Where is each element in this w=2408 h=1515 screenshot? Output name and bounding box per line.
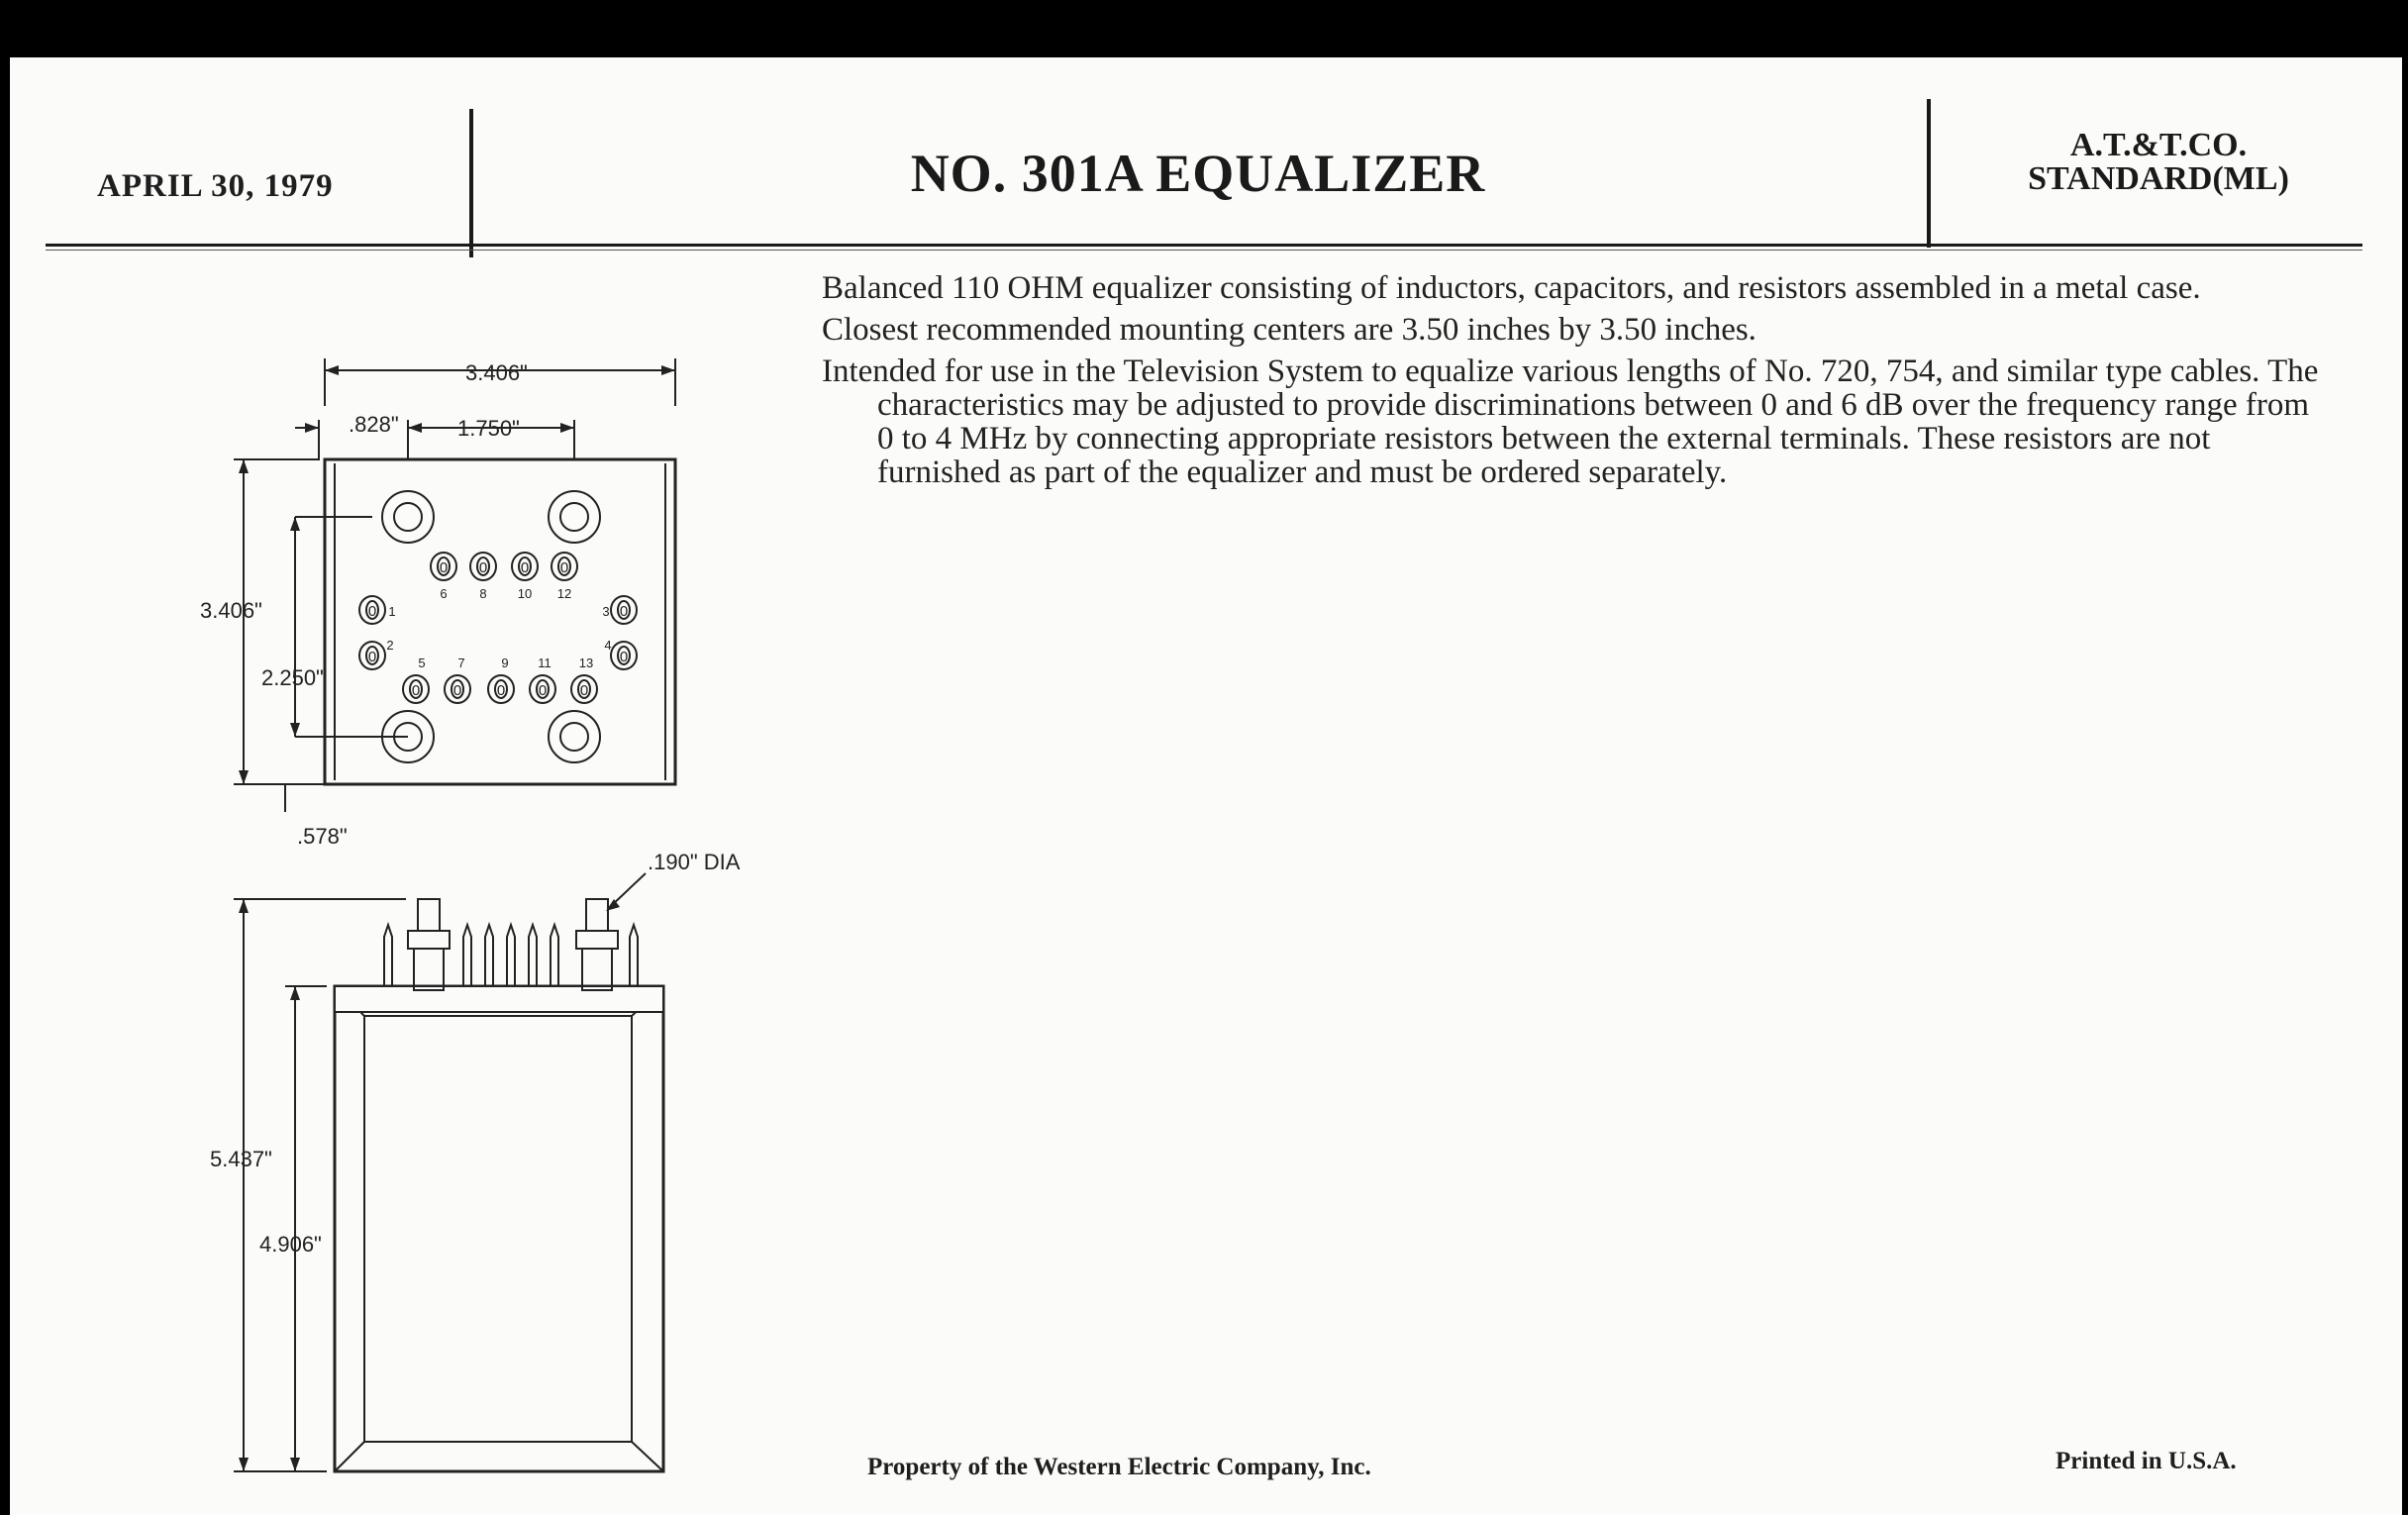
terminal-glyph: 0 (367, 649, 377, 665)
footer-property: Property of the Western Electric Company, Inc. (867, 1454, 1371, 1480)
header-rule (46, 244, 2362, 247)
dim-inner: 2.250" (261, 665, 324, 690)
terminal-glyph: 0 (439, 559, 449, 576)
header-date: APRIL 30, 1979 (97, 168, 334, 204)
dim-width: 3.406" (465, 360, 528, 385)
footer-printed: Printed in U.S.A. (2056, 1448, 2237, 1474)
terminal-label-2: 2 (386, 638, 394, 653)
terminal-glyph: 0 (452, 682, 462, 699)
terminal-glyph: 0 (478, 559, 488, 576)
dim-spacing: 1.750" (457, 416, 520, 441)
description-paragraph-1: Balanced 110 OHM equalizer consisting of inductors, capacitors, and resistors assembled in a metal case. (822, 270, 2201, 306)
dim-left-offset: .828" (349, 412, 399, 437)
terminal-label-13: 13 (578, 656, 594, 670)
terminal-label-6: 6 (440, 586, 448, 601)
dim-bottom-offset: .578" (297, 824, 348, 849)
description-paragraph-3: Intended for use in the Television System to equalize various lengths of No. 720, 754, and similar type cables. The characteristics may be adjusted to provide discriminations between 0 and 6 dB over the frequency range from 0 to 4 MHz by connecting appropriate resistors between the external terminals. These resistors are not furnished as part of the equalizer and must be ordered separately. (822, 354, 2319, 490)
terminal-label-9: 9 (501, 656, 509, 670)
terminal-label-10: 10 (517, 586, 533, 601)
header-rule-thin (46, 250, 2362, 251)
dim-height: 3.406" (200, 598, 262, 623)
dim-total-height: 5.437" (210, 1147, 272, 1171)
header-company-line2: STANDARD(ML) (2028, 160, 2289, 197)
terminal-glyph: 0 (496, 682, 506, 699)
terminal-label-7: 7 (457, 656, 465, 670)
dim-dia: .190" DIA (648, 850, 741, 874)
header-company-line1: A.T.&T.CO. (2069, 127, 2248, 163)
terminal-glyph: 0 (538, 682, 548, 699)
technical-drawing (178, 287, 792, 1485)
terminal-glyph: 0 (559, 559, 569, 576)
terminal-glyph: 0 (367, 603, 377, 620)
terminal-label-8: 8 (479, 586, 487, 601)
header-title: NO. 301A EQUALIZER (910, 144, 1486, 203)
terminal-glyph: 0 (619, 649, 629, 665)
header-divider-right (1927, 99, 1931, 248)
terminal-label-1: 1 (388, 604, 396, 619)
terminal-label-11: 11 (538, 656, 552, 670)
terminal-glyph: 0 (579, 682, 589, 699)
description (822, 271, 2327, 497)
equalizer-spec-card (10, 57, 2402, 1515)
terminal-glyph: 0 (520, 559, 530, 576)
terminal-label-3: 3 (602, 604, 610, 619)
description-paragraph-2: Closest recommended mounting centers are 3.50 inches by 3.50 inches. (822, 312, 1756, 348)
dim-body-height: 4.906" (259, 1232, 322, 1257)
terminal-glyph: 0 (619, 603, 629, 620)
header-company (1951, 129, 2366, 196)
terminal-label-4: 4 (604, 638, 612, 653)
terminal-label-5: 5 (418, 656, 426, 670)
terminal-label-12: 12 (556, 586, 572, 601)
terminal-glyph: 0 (411, 682, 421, 699)
